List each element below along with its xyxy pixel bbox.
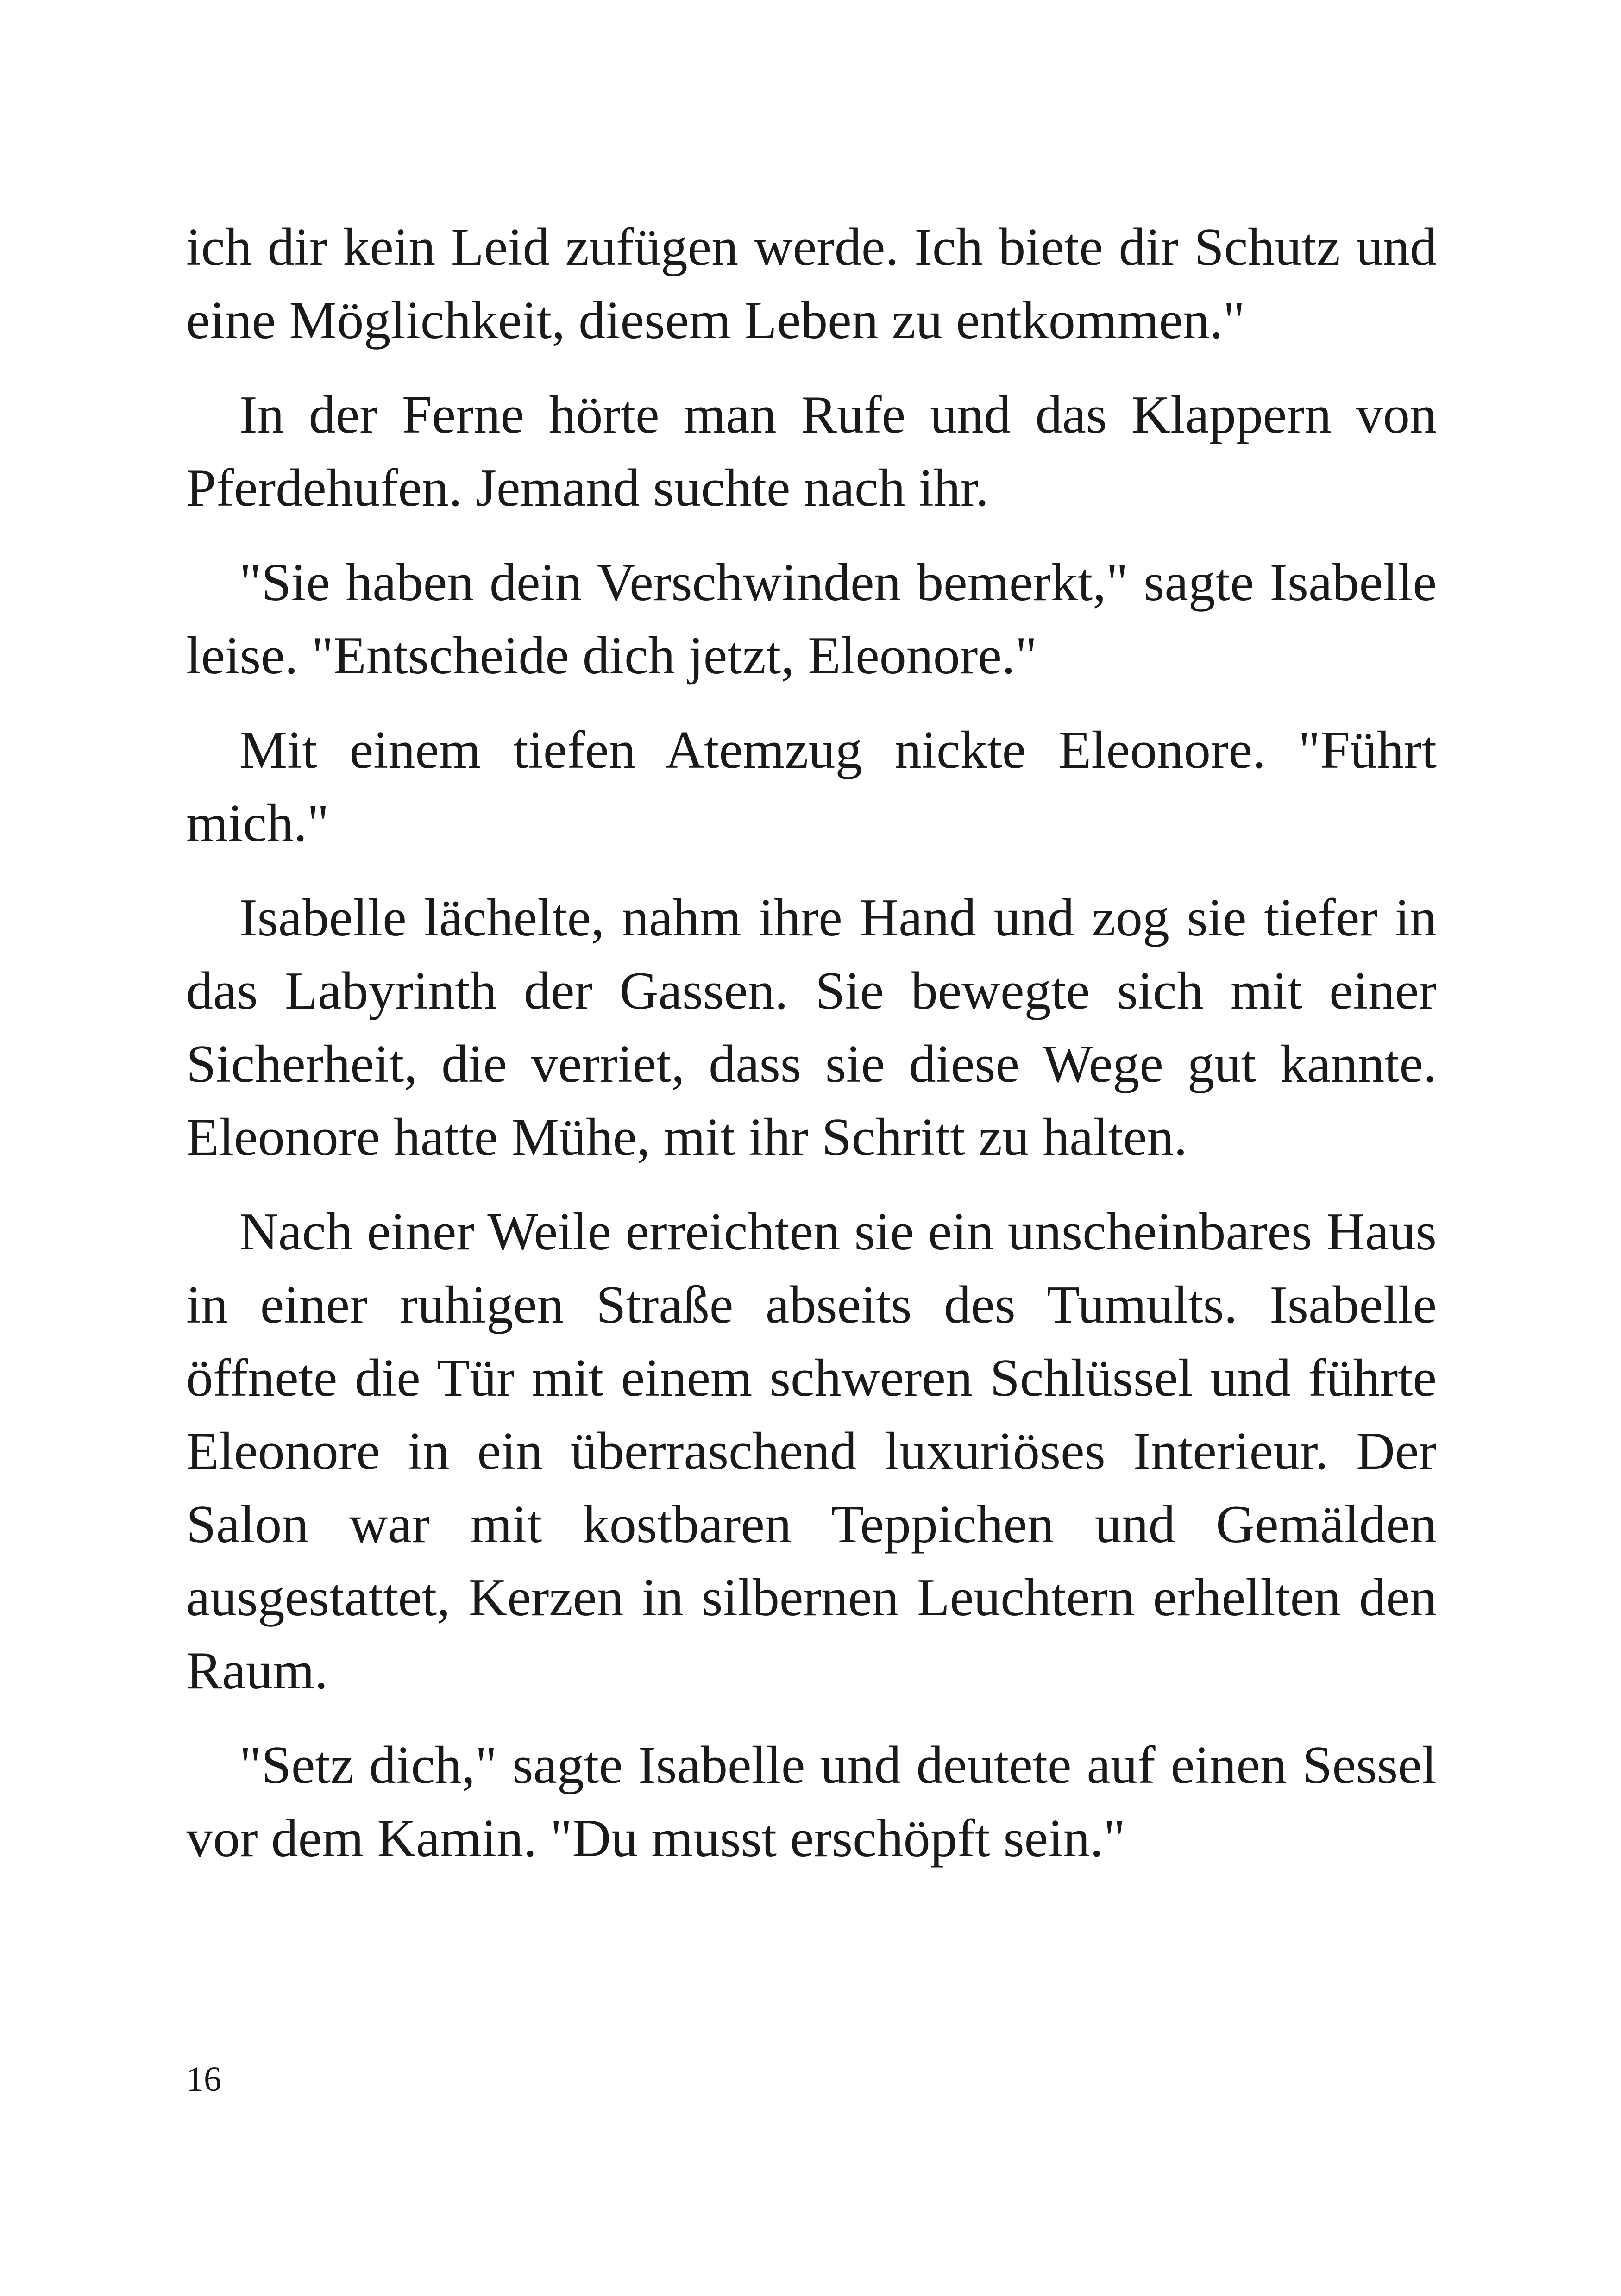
page-number: 16 (186, 2060, 221, 2099)
paragraph: "Sie haben dein Verschwinden bemerkt," sagte Isabelle leise. "Entscheide dich jetzt, Eleonore." (186, 553, 1437, 685)
paragraph: Nach einer Weile erreichten sie ein unscheinbares Haus in einer ruhigen Straße abseits des Tumults. Isabelle öffnete die Tür mit einem schweren Schlüssel und führte Eleonore in ein überraschend luxuriöses Interieur. Der Salon war mit kostbaren Teppichen und Gemälden ausgestattet, Kerzen in silbernen Leuchtern erhellten den Raum. (186, 1202, 1437, 1700)
body-text (186, 211, 1437, 1896)
paragraph-continued: ich dir kein Leid zufügen werde. Ich biete dir Schutz und eine Möglichkeit, diesem Leben zu entkommen." (186, 218, 1437, 350)
paragraph: "Setz dich," sagte Isabelle und deutete auf einen Sessel vor dem Kamin. "Du musst erschöpft sein." (186, 1736, 1437, 1868)
paragraph: Mit einem tiefen Atemzug nickte Eleonore. "Führt mich." (186, 721, 1437, 853)
paragraph: Isabelle lächelte, nahm ihre Hand und zog sie tiefer in das Labyrinth der Gassen. Sie bewegte sich mit einer Sicherheit, die verriet, dass sie diese Wege gut kannte. Eleonore hatte Mühe, mit ihr Schritt zu halten. (186, 888, 1437, 1167)
paragraph: In der Ferne hörte man Rufe und das Klappern von Pferdehufen. Jemand suchte nach ihr. (186, 385, 1437, 518)
